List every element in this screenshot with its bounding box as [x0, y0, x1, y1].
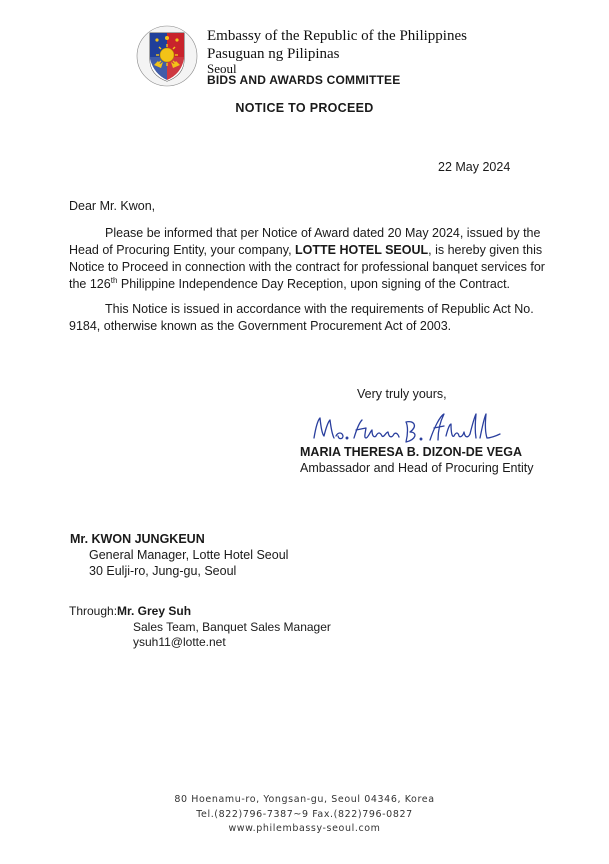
handwritten-signature: [310, 408, 525, 450]
ordinal-suffix: th: [110, 275, 118, 285]
body-paragraph-2: [69, 301, 559, 335]
through-contact-name: Mr. Grey Suh: [117, 604, 192, 618]
company-name: LOTTE HOTEL SEOUL: [295, 243, 429, 257]
through-contact-email: ysuh11@lotte.net: [133, 635, 226, 649]
letter-date: 22 May 2024: [438, 160, 511, 174]
addressee-position: General Manager, Lotte Hotel Seoul: [89, 548, 289, 562]
closing-phrase: Very truly yours,: [357, 387, 447, 401]
committee-heading: BIDS AND AWARDS COMMITTEE: [207, 73, 401, 87]
paragraph-2-text: This Notice is issued in accordance with the requirements of Republic Act No. 9184, otherwise known as the Government Procurement Act of 2003.: [69, 302, 534, 333]
embassy-name-english: Embassy of the Republic of the Philippines: [207, 28, 467, 44]
through-contact-position: Sales Team, Banquet Sales Manager: [133, 620, 331, 634]
signatory-name: MARIA THERESA B. DIZON-DE VEGA: [300, 445, 522, 459]
paragraph-1-pre: Please be informed that per Notice of Award dated 20 May 2024, issued by the Head of Procuring Entity, your company,: [69, 226, 541, 257]
embassy-city: Seoul: [207, 61, 237, 76]
through-label: Through:: [69, 604, 118, 618]
document-title: NOTICE TO PROCEED: [235, 101, 374, 115]
embassy-name-block: [207, 27, 467, 75]
addressee-address: 30 Eulji-ro, Jung-gu, Seoul: [89, 564, 237, 578]
footer-address: 80 Hoenamu-ro, Yongsan-gu, Seoul 04346, Korea: [174, 794, 435, 805]
paragraph-1-mid: , is hereby given this Notice to Proceed in connection with the contract for professional banquet services for the 126: [69, 243, 545, 291]
body-paragraph-1: [69, 225, 559, 293]
philippine-seal-icon: [136, 25, 198, 87]
salutation: Dear Mr. Kwon,: [69, 199, 156, 213]
addressee-name: Mr. KWON JUNGKEUN: [70, 532, 205, 546]
signatory-title: Ambassador and Head of Procuring Entity: [300, 461, 534, 475]
footer-phone-fax: Tel.(822)796-7387~9 Fax.(822)796-0827: [196, 809, 413, 820]
paragraph-1-post: Philippine Independence Day Reception, upon signing of the Contract.: [117, 277, 511, 291]
embassy-name-filipino: Pasuguan ng Pilipinas: [207, 46, 340, 62]
footer-website: www.philembassy-seoul.com: [228, 823, 381, 834]
